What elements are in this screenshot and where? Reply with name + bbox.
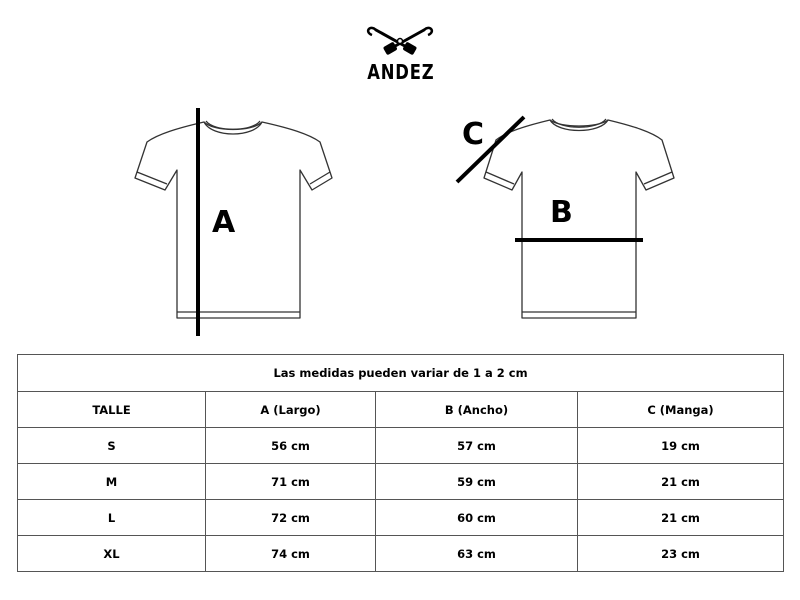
header-length: A (Largo) bbox=[206, 392, 376, 428]
table-row bbox=[18, 500, 784, 536]
cell-sleeve: 21 cm bbox=[578, 464, 784, 500]
cell-length: 56 cm bbox=[206, 428, 376, 464]
cell-sleeve: 19 cm bbox=[578, 428, 784, 464]
table-header-row bbox=[18, 392, 784, 428]
cell-length: 74 cm bbox=[206, 536, 376, 572]
cell-sleeve: 23 cm bbox=[578, 536, 784, 572]
measure-label-b: B bbox=[550, 195, 573, 230]
tshirt-back-outline bbox=[484, 119, 674, 318]
table-note-row bbox=[18, 355, 784, 392]
cell-size: S bbox=[18, 428, 206, 464]
cell-width: 60 cm bbox=[376, 500, 578, 536]
cell-length: 72 cm bbox=[206, 500, 376, 536]
header-sleeve: C (Manga) bbox=[578, 392, 784, 428]
table-row bbox=[18, 428, 784, 464]
cell-width: 63 cm bbox=[376, 536, 578, 572]
cell-length: 71 cm bbox=[206, 464, 376, 500]
header-size: TALLE bbox=[18, 392, 206, 428]
header-width: B (Ancho) bbox=[376, 392, 578, 428]
measure-label-a: A bbox=[212, 205, 236, 240]
cell-size: XL bbox=[18, 536, 206, 572]
size-chart-table bbox=[17, 354, 784, 572]
table-row bbox=[18, 464, 784, 500]
measure-label-c: C bbox=[462, 117, 485, 152]
table-row bbox=[18, 536, 784, 572]
measurement-note: Las medidas pueden variar de 1 a 2 cm bbox=[18, 355, 784, 392]
cell-size: L bbox=[18, 500, 206, 536]
cell-width: 57 cm bbox=[376, 428, 578, 464]
cell-size: M bbox=[18, 464, 206, 500]
cell-width: 59 cm bbox=[376, 464, 578, 500]
cell-sleeve: 21 cm bbox=[578, 500, 784, 536]
brand-name: ANDEZ bbox=[367, 60, 435, 84]
